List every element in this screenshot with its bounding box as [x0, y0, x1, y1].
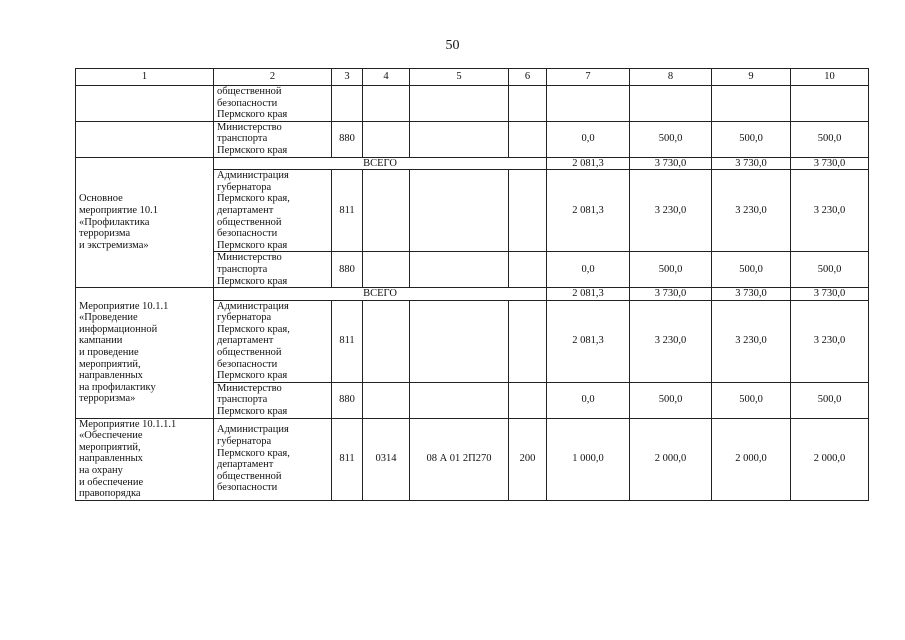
- cell-col7: 2 081,3: [547, 170, 630, 252]
- text-line: департамент: [217, 204, 274, 216]
- cell-col8: [630, 86, 712, 122]
- cell-col7: 2 081,3: [547, 157, 630, 170]
- cell-col4: [363, 170, 410, 252]
- text-line: на профилактику: [79, 381, 156, 393]
- cell-col5: [410, 300, 509, 382]
- page-number: 50: [445, 38, 460, 53]
- cell-col3: 880: [332, 382, 363, 418]
- cell-executor: [214, 300, 332, 382]
- text-line: губернатора: [217, 181, 272, 193]
- text-line: кампании: [79, 335, 123, 347]
- cell-col9: 3 230,0: [712, 170, 791, 252]
- text-line: департамент: [217, 459, 274, 471]
- text-line: Пермского края,: [217, 323, 290, 335]
- cell-total-label: ВСЕГО: [214, 157, 547, 170]
- column-header-8: 8: [630, 69, 712, 86]
- header-row: [76, 69, 869, 86]
- cell-col5: [410, 252, 509, 288]
- cell-col4: [363, 382, 410, 418]
- cell-col9: 500,0: [712, 382, 791, 418]
- cell-col7: [547, 86, 630, 122]
- budget-table: [75, 68, 869, 501]
- text-line: Пермского края: [217, 406, 288, 418]
- text-line: Министерство: [217, 252, 282, 264]
- table-row: [76, 86, 869, 122]
- cell-col7: 1 000,0: [547, 418, 630, 500]
- cell-col7: 0,0: [547, 382, 630, 418]
- cell-col9: 3 730,0: [712, 157, 791, 170]
- cell-col9: 3 230,0: [712, 300, 791, 382]
- cell-executor: [214, 252, 332, 288]
- cell-col7: 2 081,3: [547, 300, 630, 382]
- cell-col9: [712, 86, 791, 122]
- cell-col8: 500,0: [630, 121, 712, 157]
- cell-executor: [214, 86, 332, 122]
- cell-col4: [363, 86, 410, 122]
- column-header-1: 1: [76, 69, 214, 86]
- cell-executor: [214, 418, 332, 500]
- total-row: [76, 288, 869, 301]
- cell-executor: [214, 170, 332, 252]
- column-header-2: 2: [214, 69, 332, 86]
- cell-col4: [363, 300, 410, 382]
- text-line: и проведение: [79, 347, 139, 359]
- cell-executor: [214, 382, 332, 418]
- text-line: терроризма»: [79, 393, 136, 405]
- text-line: «Профилактика: [79, 216, 150, 228]
- cell-col8: 500,0: [630, 252, 712, 288]
- cell-col4: 0314: [363, 418, 410, 500]
- text-line: транспорта: [217, 263, 268, 275]
- cell-col9: 2 000,0: [712, 418, 791, 500]
- cell-col10: 500,0: [791, 382, 869, 418]
- column-header-6: 6: [509, 69, 547, 86]
- cell-col10: [791, 86, 869, 122]
- text-line: безопасности: [217, 358, 278, 370]
- cell-col5: [410, 382, 509, 418]
- text-line: губернатора: [217, 312, 272, 324]
- total-row: [76, 157, 869, 170]
- text-line: безопасности: [217, 482, 278, 494]
- text-line: направленных: [79, 370, 143, 382]
- cell-col10: 3 230,0: [791, 300, 869, 382]
- text-line: транспорта: [217, 394, 268, 406]
- text-line: Пермского края,: [217, 447, 290, 459]
- cell-name-empty: [76, 121, 214, 157]
- column-header-4: 4: [363, 69, 410, 86]
- text-line: Пермского края,: [217, 193, 290, 205]
- text-line: информационной: [79, 323, 158, 335]
- cell-col6: [509, 121, 547, 157]
- text-line: безопасности: [217, 228, 278, 240]
- cell-col3: 880: [332, 121, 363, 157]
- cell-col5: [410, 170, 509, 252]
- cell-activity-name: [76, 288, 214, 419]
- text-line: общественной: [217, 470, 282, 482]
- cell-col9: 500,0: [712, 121, 791, 157]
- table-row: [76, 121, 869, 157]
- cell-col10: 3 730,0: [791, 288, 869, 301]
- text-line: Пермского края: [217, 109, 288, 121]
- cell-col4: [363, 252, 410, 288]
- cell-col4: [363, 121, 410, 157]
- cell-col10: 500,0: [791, 121, 869, 157]
- cell-col9: 3 730,0: [712, 288, 791, 301]
- cell-col8: 500,0: [630, 382, 712, 418]
- column-header-3: 3: [332, 69, 363, 86]
- cell-col10: 500,0: [791, 252, 869, 288]
- text-line: терроризма: [79, 228, 131, 240]
- cell-col5: [410, 86, 509, 122]
- text-line: Министерство: [217, 382, 282, 394]
- cell-col3: 880: [332, 252, 363, 288]
- cell-col9: 500,0: [712, 252, 791, 288]
- cell-col5: [410, 121, 509, 157]
- cell-col6: [509, 252, 547, 288]
- cell-col5: 08 А 01 2П270: [410, 418, 509, 500]
- text-line: Пермского края: [217, 370, 288, 382]
- text-line: департамент: [217, 335, 274, 347]
- cell-activity-name: [76, 418, 214, 500]
- text-line: направленных: [79, 453, 143, 465]
- cell-col3: 811: [332, 418, 363, 500]
- text-line: Основное: [79, 193, 123, 205]
- text-line: Мероприятие 10.1.1.1: [79, 418, 177, 430]
- cell-executor: [214, 121, 332, 157]
- text-line: общественной: [217, 216, 282, 228]
- text-line: мероприятие 10.1: [79, 204, 158, 216]
- text-line: общественной: [217, 86, 282, 97]
- cell-col10: 2 000,0: [791, 418, 869, 500]
- cell-col6: [509, 300, 547, 382]
- text-line: и экстремизма»: [79, 239, 149, 251]
- text-line: и обеспечение: [79, 476, 144, 488]
- cell-col6: [509, 382, 547, 418]
- table-row: [76, 418, 869, 500]
- text-line: правопорядка: [79, 488, 141, 500]
- column-header-7: 7: [547, 69, 630, 86]
- text-line: безопасности: [217, 97, 278, 109]
- text-line: Пермского края: [217, 144, 288, 156]
- cell-col7: 0,0: [547, 121, 630, 157]
- cell-col3: [332, 86, 363, 122]
- cell-col8: 3 230,0: [630, 300, 712, 382]
- text-line: мероприятий,: [79, 441, 141, 453]
- column-header-10: 10: [791, 69, 869, 86]
- cell-col8: 2 000,0: [630, 418, 712, 500]
- cell-col8: 3 730,0: [630, 288, 712, 301]
- cell-activity-name: [76, 157, 214, 288]
- text-line: губернатора: [217, 436, 272, 448]
- text-line: Министерство: [217, 121, 282, 133]
- text-line: мероприятий,: [79, 358, 141, 370]
- text-line: Администрация: [217, 300, 289, 312]
- cell-col7: 2 081,3: [547, 288, 630, 301]
- text-line: на охрану: [79, 465, 123, 476]
- cell-col7: 0,0: [547, 252, 630, 288]
- cell-col8: 3 230,0: [630, 170, 712, 252]
- cell-total-label: ВСЕГО: [214, 288, 547, 301]
- text-line: Пермского края: [217, 239, 288, 251]
- column-header-9: 9: [712, 69, 791, 86]
- text-line: транспорта: [217, 133, 268, 145]
- cell-col10: 3 730,0: [791, 157, 869, 170]
- text-line: Администрация: [217, 170, 289, 182]
- column-header-5: 5: [410, 69, 509, 86]
- cell-col3: 811: [332, 300, 363, 382]
- text-line: Администрация: [217, 424, 289, 436]
- cell-col3: 811: [332, 170, 363, 252]
- cell-col6: [509, 170, 547, 252]
- text-line: «Обеспечение: [79, 430, 143, 442]
- cell-name-empty: [76, 86, 214, 122]
- text-line: Пермского края: [217, 275, 288, 287]
- text-line: Мероприятие 10.1.1: [79, 300, 169, 312]
- cell-col10: 3 230,0: [791, 170, 869, 252]
- cell-col8: 3 730,0: [630, 157, 712, 170]
- cell-col6: [509, 86, 547, 122]
- cell-col6: 200: [509, 418, 547, 500]
- text-line: общественной: [217, 347, 282, 359]
- text-line: «Проведение: [79, 312, 138, 324]
